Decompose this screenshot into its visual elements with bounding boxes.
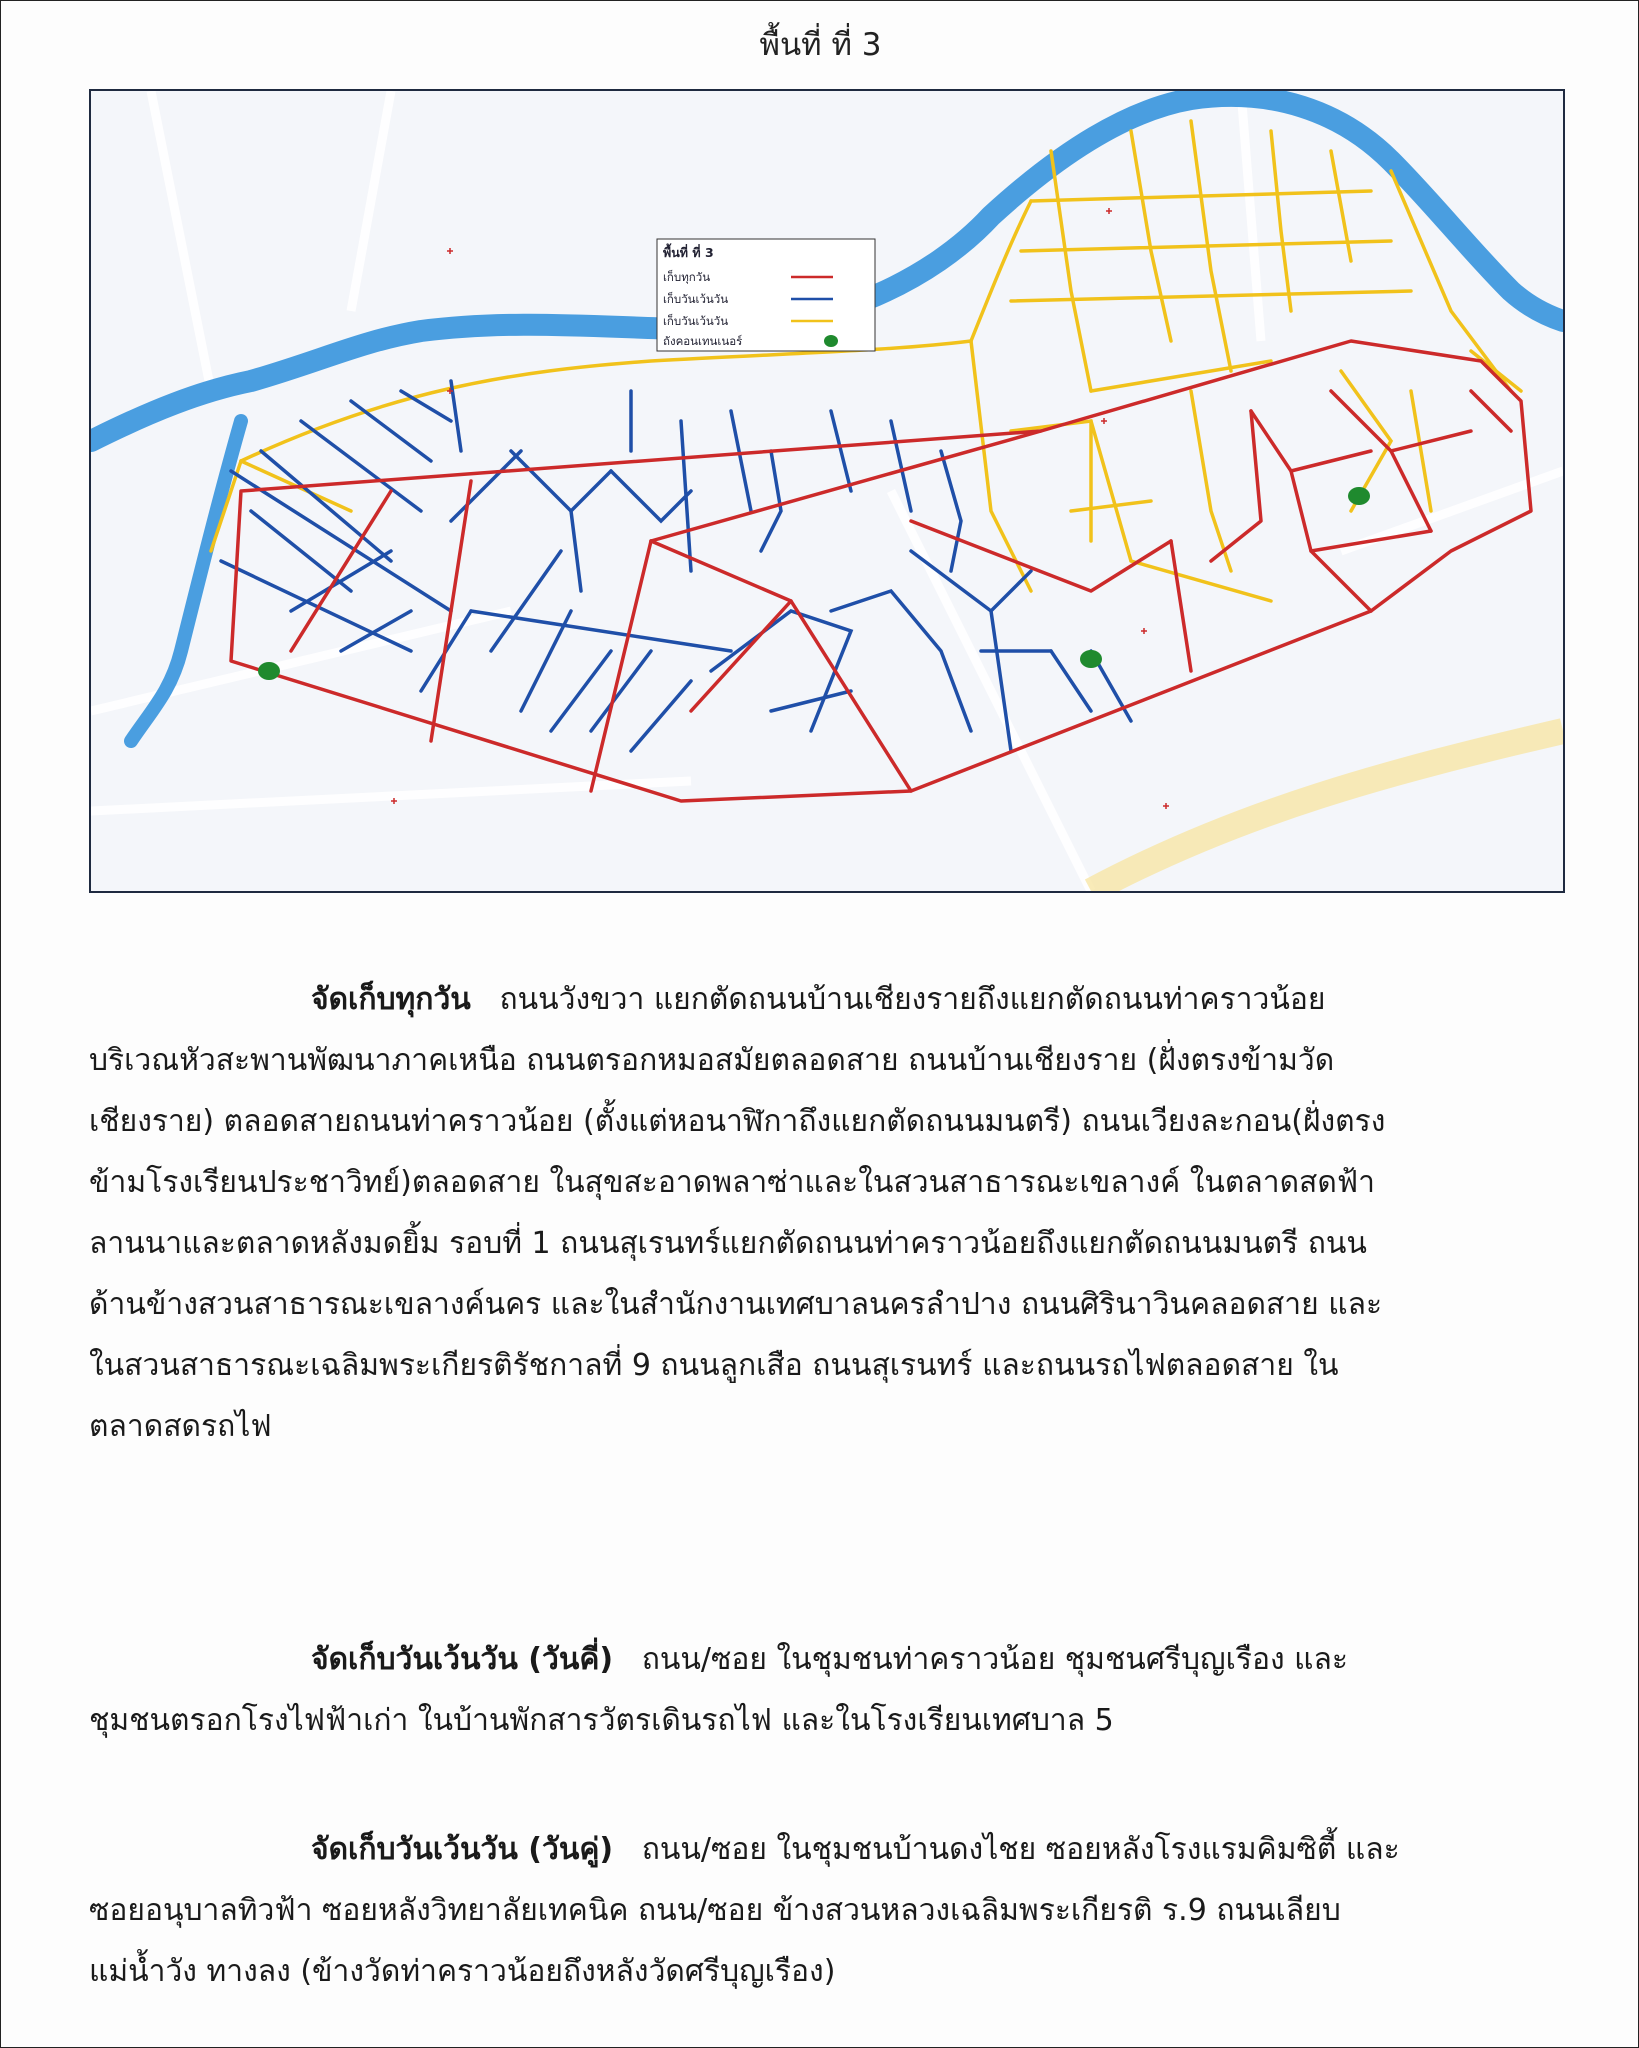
- paragraph-line: ชุมชนตรอกโรงไฟฟ้าเก่า ในบ้านพักสารวัตรเดินรถไฟ และในโรงเรียนเทศบาล 5: [89, 1703, 1114, 1738]
- paragraph-line: ด้านข้างสวนสาธารณะเขลางค์นคร และในสำนักงานเทศบาลนครลำปาง ถนนศิรินาวินคลอดสาย และ: [89, 1287, 1383, 1322]
- paragraph-daily-collection: [89, 969, 1549, 1457]
- page-title: พื้นที่ ที่ 3: [759, 27, 882, 63]
- paragraph-line: แม่น้ำวัง ทางลง (ข้างวัดท่าคราวน้อยถึงหลังวัดศรีบุญเรือง): [89, 1954, 836, 1989]
- container-marker: [1348, 487, 1370, 505]
- paragraph-alternate-odd: [89, 1629, 1549, 1751]
- legend-label-alternate-yellow: เก็บวันเว้นวัน: [663, 314, 729, 328]
- paragraph-line: ตลาดสดรถไฟ: [89, 1409, 272, 1444]
- container-marker: [258, 662, 280, 680]
- container-marker: [1080, 650, 1102, 668]
- paragraph-line: ซอยอนุบาลทิวฟ้า ซอยหลังวิทยาลัยเทคนิค ถนน/ซอย ข้างสวนหลวงเฉลิมพระเกียรติ ร.9 ถนนเลียบ: [89, 1893, 1341, 1928]
- zone-3-map: [89, 89, 1565, 893]
- paragraph-lead: จัดเก็บวันเว้นวัน (วันคี่): [311, 1642, 614, 1677]
- legend-label-container: ถังคอนเทนเนอร์: [663, 334, 743, 348]
- paragraph-lead: จัดเก็บทุกวัน: [311, 982, 471, 1017]
- paragraph-line: ถนนวังขวา แยกตัดถนนบ้านเชียงรายถึงแยกตัดถนนท่าคราวน้อย: [499, 982, 1326, 1017]
- paragraph-line: ลานนาและตลาดหลังมดยิ้ม รอบที่ 1 ถนนสุเรนทร์แยกตัดถนนท่าคราวน้อยถึงแยกตัดถนนมนตรี ถนน: [89, 1226, 1367, 1261]
- paragraph-alternate-even: [89, 1819, 1549, 2002]
- paragraph-line: บริเวณหัวสะพานพัฒนาภาคเหนือ ถนนตรอกหมอสมัยตลอดสาย ถนนบ้านเชียงราย (ฝั่งตรงข้ามวัด: [89, 1043, 1335, 1078]
- paragraph-line: ข้ามโรงเรียนประชาวิทย์)ตลอดสาย ในสุขสะอาดพลาซ่าและในสวนสาธารณะเขลางค์ ในตลาดสดฟ้า: [89, 1165, 1375, 1200]
- paragraph-lead: จัดเก็บวันเว้นวัน (วันคู่): [311, 1832, 614, 1867]
- paragraph-line: ถนน/ซอย ในชุมชนท่าคราวน้อย ชุมชนศรีบุญเรือง และ: [641, 1642, 1348, 1677]
- map-legend: [657, 239, 875, 351]
- paragraph-line: ถนน/ซอย ในชุมชนบ้านดงไชย ซอยหลังโรงแรมคิมซิตี้ และ: [641, 1832, 1400, 1867]
- legend-label-alternate-blue: เก็บวันเว้นวัน: [663, 292, 729, 306]
- legend-swatch-container: [824, 335, 838, 347]
- paragraph-line: เชียงราย) ตลอดสายถนนท่าคราวน้อย (ตั้งแต่หอนาฬิกาถึงแยกตัดถนนมนตรี) ถนนเวียงละกอน(ฝั่งตรง: [89, 1104, 1386, 1139]
- map-canvas: [91, 91, 1563, 891]
- legend-title: พื้นที่ ที่ 3: [663, 245, 714, 260]
- legend-label-daily: เก็บทุกวัน: [663, 270, 711, 284]
- paragraph-line: ในสวนสาธารณะเฉลิมพระเกียรติรัชกาลที่ 9 ถนนลูกเสือ ถนนสุเรนทร์ และถนนรถไฟตลอดสาย ใน: [89, 1348, 1339, 1383]
